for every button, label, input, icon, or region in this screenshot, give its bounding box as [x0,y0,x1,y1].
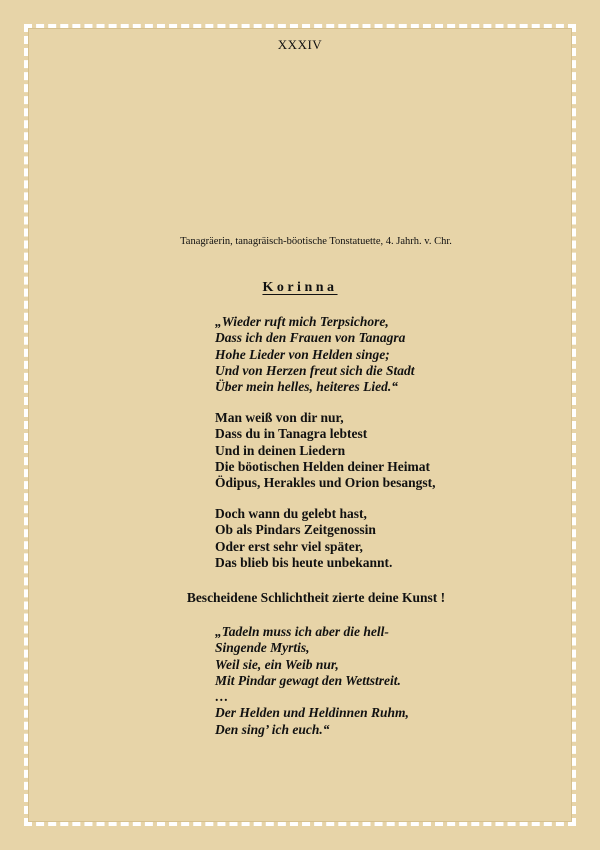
stanza-4 [215,624,409,738]
verse-line: Die böotischen Helden deiner Heimat [215,458,430,474]
verse-line: „Tadeln muss ich aber die hell- [215,624,389,639]
figure-caption: Tanagräerin, tanagräisch-böotische Tonstatuette, 4. Jahrh. v. Chr. [180,236,452,247]
verse-line: Weil sie, ein Weib nur, [215,656,339,672]
verse-line: Und von Herzen freut sich die Stadt [215,362,415,378]
verse-line: Mit Pindar gewagt den Wettstreit. [215,672,401,688]
stanza-1 [215,314,415,395]
verse-line: Man weiß von dir nur, [215,410,344,425]
verse-line: „Wieder ruft mich Terpsichore, [215,314,389,329]
stanza-2 [215,410,436,491]
verse-line: Dass ich den Frauen von Tanagra [215,330,406,346]
verse-line: Und in deinen Liedern [215,442,346,458]
verse-line: Das blieb bis heute unbekannt. [215,554,393,570]
stanza-3 [215,506,392,571]
centered-verse: Bescheidene Schlichtheit zierte deine Kunst ! [186,590,446,605]
page-number: XXXIV [277,37,323,52]
verse-line: Der Helden und Heldinnen Ruhm, [215,705,409,721]
poem-title: Korinna [262,280,338,295]
verse-line: Ödipus, Herakles und Orion besangst, [215,475,436,491]
verse-line: Doch wann du gelebt hast, [215,506,367,521]
verse-line: Ob als Pindars Zeitgenossin [215,522,376,538]
verse-line: Oder erst sehr viel später, [215,538,363,554]
verse-line: Hohe Lieder von Helden singe; [215,346,390,362]
verse-line: Dass du in Tanagra lebtest [215,426,368,442]
verse-line: Singende Myrtis, [215,640,310,656]
verse-line: Über mein helles, heiteres Lied.“ [215,379,398,395]
verse-line: Den sing’ ich euch.“ [215,721,330,737]
verse-line: … [215,689,229,705]
